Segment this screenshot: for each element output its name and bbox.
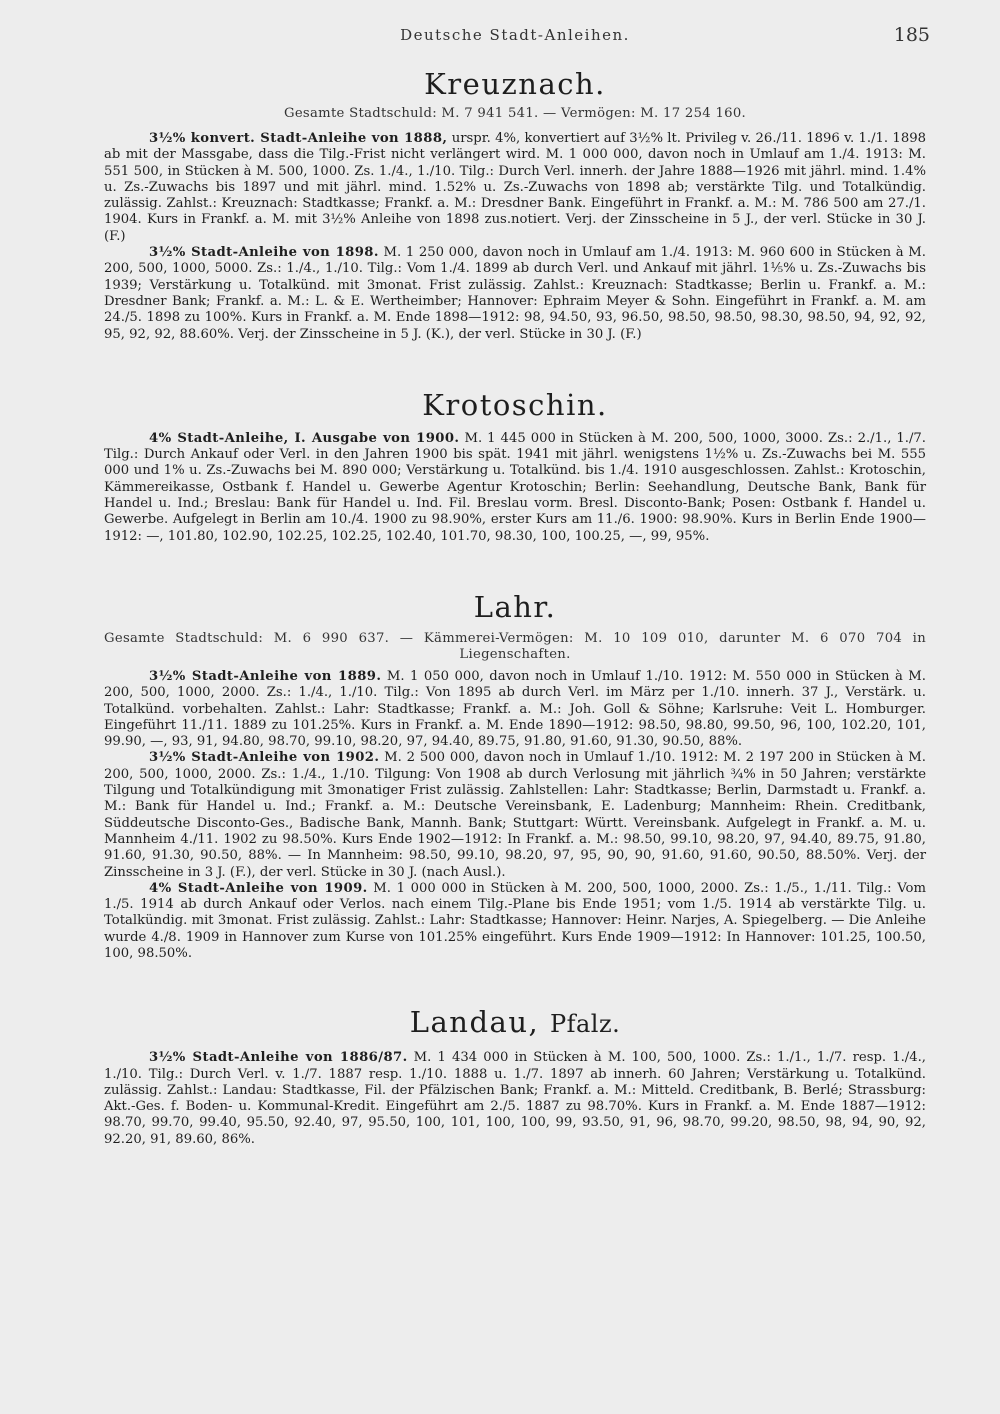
loan-details: urspr. 4%, konvertiert auf 3½% lt. Privileg v. 26./11. 1896 v. 1./1. 1898 ab mit der Massgabe, dass die Tilg.-Frist nicht verlängert wird. M. 1 000 000, davon noch in Umlauf am 1./4. 1913: M. 551 500, in Stücken à M. 500, 1000. Zs. 1./4., 1./10. Tilg.: Durch Verl. innerh. der Jahre 1888—1926 mit jährl. mind. 1.4% u. Zs.-Zuwachs bis 1897 und mit jährl. mind. 1.52% u. Zs.-Zuwachs von 1898 ab; verstärkte Tilg. und Totalkündig. zulässig. Zahlst.: Kreuznach: Stadtkasse; Frankf. a. M.: Dresdner Bank. Eingeführt in Frankf. a. M.: M. 786 500 am 27./1. 1904. Kurs in Frankf. a. M. mit 3½% Anleihe von 1898 zus.notiert. Verj. der Zinsscheine in 5 J., der verl. Stücke in 30 J. (F.) — [104, 131, 926, 244]
running-header — [104, 0, 930, 52]
section-title-kreuznach: Kreuznach. — [424, 67, 606, 101]
page-number: 185 — [893, 24, 930, 46]
section-kreuznach — [104, 66, 926, 343]
city-name: Landau, — [409, 1005, 540, 1040]
loan-title: 3½% Stadt-Anleihe von 1902. — [149, 750, 380, 766]
loan-details: M. 2 500 000, davon noch in Umlauf 1./10. 1912: M. 2 197 200 in Stücken à M. 200, 500, 1000, 2000. Zs.: 1./4., 1./10. Tilgung: Von 1908 ab durch Verlosung mit jährlich ¾% in 50 Jahren; verstärkte Tilgung und Totalkündigung mit 3monatiger Frist zulässig. Zahlstellen: Lahr: Stadtkasse; Berlin, Darmstadt u. Frankf. a. M.: Bank für Handel u. Ind.; Frankf. a. M.: Deutsche Vereinsbank, E. Ladenburg; Mannheim: Rhein. Creditbank, Süddeutsche Disconto-Ges., Badische Bank, Mannh. Bank; Stuttgart: Württ. Vereinsbank. Aufgelegt in Frankf. a. M. u. Mannheim 4./11. 1902 zu 98.50%. Kurs Ende 1902—1912: In Frankf. a. M.: 98.50, 99.10, 98.20, 97, 94.40, 89.75, 91.80, 91.60, 91.30, 90.50, 88%. — In Mannheim: 98.50, 99.10, 98.20, 97, 95, 90, 90, 91.60, 91.60, 90.50, 88.50%. Verj. der Zinsscheine in 3 J. (F.), der verl. Stücke in 30 J. (nach Ausl.). — [104, 750, 926, 880]
loan-title: 3½% Stadt-Anleihe von 1886/87. — [149, 1050, 408, 1066]
loan-entry — [104, 881, 926, 962]
region-name: Pfalz. — [549, 1010, 621, 1039]
loan-title: 3½% Stadt-Anleihe von 1889. — [149, 668, 382, 684]
running-title: Deutsche Stadt-Anleihen. — [400, 26, 630, 44]
section-landau — [104, 1004, 926, 1148]
section-lahr — [104, 589, 926, 962]
loan-title: 4% Stadt-Anleihe, I. Ausgabe von 1900. — [149, 430, 460, 446]
loan-details: M. 1 050 000, davon noch in Umlauf 1./10. 1912: M. 550 000 in Stücken à M. 200, 500, 1000, 2000. Zs.: 1./4., 1./10. Tilg.: Von 1895 ab durch Verl. im März per 1./10. innerh. 37 J., Verstärk. u. Totalkünd. vorbehalten. Zahlst.: Lahr: Stadtkasse; Frankf. a. M.: Joh. Goll & Söhne; Karlsruhe: Veit L. Homburger. Eingeführt 11./11. 1889 zu 101.25%. Kurs in Frankf. a. M. Ende 1890—1912: 98.50, 98.80, 99.50, 96, 100, 102.20, 101, 99.90, —, 93, 91, 94.80, 98.70, 99.10, 98.20, 97, 94.40, 89.75, 91.80, 91.60, 91.30, 90.50, 88%. — [104, 668, 926, 750]
loan-entry — [104, 1050, 926, 1148]
loan-entry — [104, 750, 926, 880]
section-krotoschin — [104, 387, 926, 545]
debt-summary-kreuznach: Gesamte Stadtschuld: M. 7 941 541. — Vermögen: M. 17 254 160. — [283, 106, 747, 121]
section-title-lahr: Lahr. — [473, 589, 557, 624]
loan-title: 3½% konvert. Stadt-Anleihe von 1888, — [149, 131, 448, 146]
debt-summary-lahr: Gesamte Stadtschuld: M. 6 990 637. — Kämmerei-Vermögen: M. 10 109 010, darunter M. 6 070 704 in Liegenschaften. — [104, 630, 926, 662]
loan-details: M. 1 434 000 in Stücken à M. 100, 500, 1000. Zs.: 1./1., 1./7. resp. 1./4., 1./10. Tilg.: Durch Verl. v. 1./7. 1887 resp. 1./10. 1888 u. 1./7. 1897 ab innerh. 60 Jahren; Verstärkung u. Totalkünd. zulässig. Zahlst.: Landau: Stadtkasse, Fil. der Pfälzischen Bank; Frankf. a. M.: Mitteld. Creditbank, B. Berlé; Strassburg: Akt.-Ges. f. Boden- u. Kommunal-Kredit. Eingeführt am 2./5. 1887 zu 98.70%. Kurs in Frankf. a. M. Ende 1887—1912: 98.70, 99.70, 99.40, 95.50, 92.40, 97, 95.50, 100, 101, 100, 100, 99, 93.50, 91, 96, 98.70, 99.20, 98.50, 98, 94, 90, 92, 92.20, 91, 89.60, 86%. — [104, 1050, 926, 1147]
loan-entry — [104, 245, 926, 343]
loan-entry — [104, 131, 926, 245]
loan-details: M. 1 445 000 in Stücken à M. 200, 500, 1000, 3000. Zs.: 2./1., 1./7. Tilg.: Durch Ankauf oder Verl. in den Jahren 1900 bis spät. 1941 mit jährl. wenigstens 1½% u. Zs.-Zuwachs bei M. 555 000 und 1% u. Zs.-Zuwachs bei M. 890 000; Verstärkung u. Totalkünd. bis 1./4. 1910 ausgeschlossen. Zahlst.: Krotoschin, Kämmereikasse, Ostbank f. Handel u. Gewerbe Agentur Krotoschin; Berlin: Seehandlung, Deutsche Bank, Bank für Handel u. Ind.; Breslau: Bank für Handel u. Ind. Fil. Breslau vorm. Bresl. Disconto-Bank; Posen: Ostbank f. Handel u. Gewerbe. Aufgelegt in Berlin am 10./4. 1900 zu 98.90%, erster Kurs am 11./6. 1900: 98.90%. Kurs in Berlin Ende 1900—1912: —, 101.80, 102.90, 102.25, 102.25, 102.40, 101.70, 98.30, 100, 100.25, —, 99, 95%. — [104, 430, 926, 544]
loan-entry — [104, 669, 926, 750]
loan-details: M. 1 250 000, davon noch in Umlauf am 1./4. 1913: M. 960 600 in Stücken à M. 200, 500, 1000, 5000. Zs.: 1./4., 1./10. Tilg.: Vom 1./4. 1899 ab durch Verl. und Ankauf mit jährl. 1⅕% u. Zs.-Zuwachs bis 1939; Verstärkung u. Totalkünd. mit 3monat. Frist zulässig. Zahlst.: Kreuznach: Stadtkasse; Berlin u. Frankf. a. M.: Dresdner Bank; Frankf. a. M.: L. & E. Wertheimber; Hannover: Ephraim Meyer & Sohn. Eingeführt in Frankf. a. M. am 24./5. 1898 zu 100%. Kurs in Frankf. a. M. Ende 1898—1912: 98, 94.50, 93, 96.50, 98.50, 98.50, 98.30, 98.50, 94, 92, 92, 95, 92, 92, 88.60%. Verj. der Zinsscheine in 5 J. (K.), der verl. Stücke in 30 J. (F.) — [104, 245, 926, 342]
section-title-landau — [104, 1004, 926, 1042]
loan-entry — [104, 431, 926, 545]
section-title-krotoschin: Krotoschin. — [422, 387, 608, 422]
loan-details: M. 1 000 000 in Stücken à M. 200, 500, 1000, 2000. Zs.: 1./5., 1./11. Tilg.: Vom 1./5. 1914 ab durch Ankauf oder Verlos. nach einem Tilg.-Plane bis Ende 1951; vom 1./5. 1914 ab verstärkte Tilg. u. Totalkündig. mit 3monat. Frist zulässig. Zahlst.: Lahr: Stadtkasse; Hannover: Heinr. Narjes, A. Spiegelberg. — Die Anleihe wurde 4./8. 1909 in Hannover zum Kurse von 101.25% eingeführt. Kurs Ende 1909—1912: In Hannover: 101.25, 100.50, 100, 98.50%. — [104, 880, 926, 961]
loan-title: 4% Stadt-Anleihe von 1909. — [149, 880, 368, 896]
loan-title: 3½% Stadt-Anleihe von 1898. — [149, 245, 379, 261]
